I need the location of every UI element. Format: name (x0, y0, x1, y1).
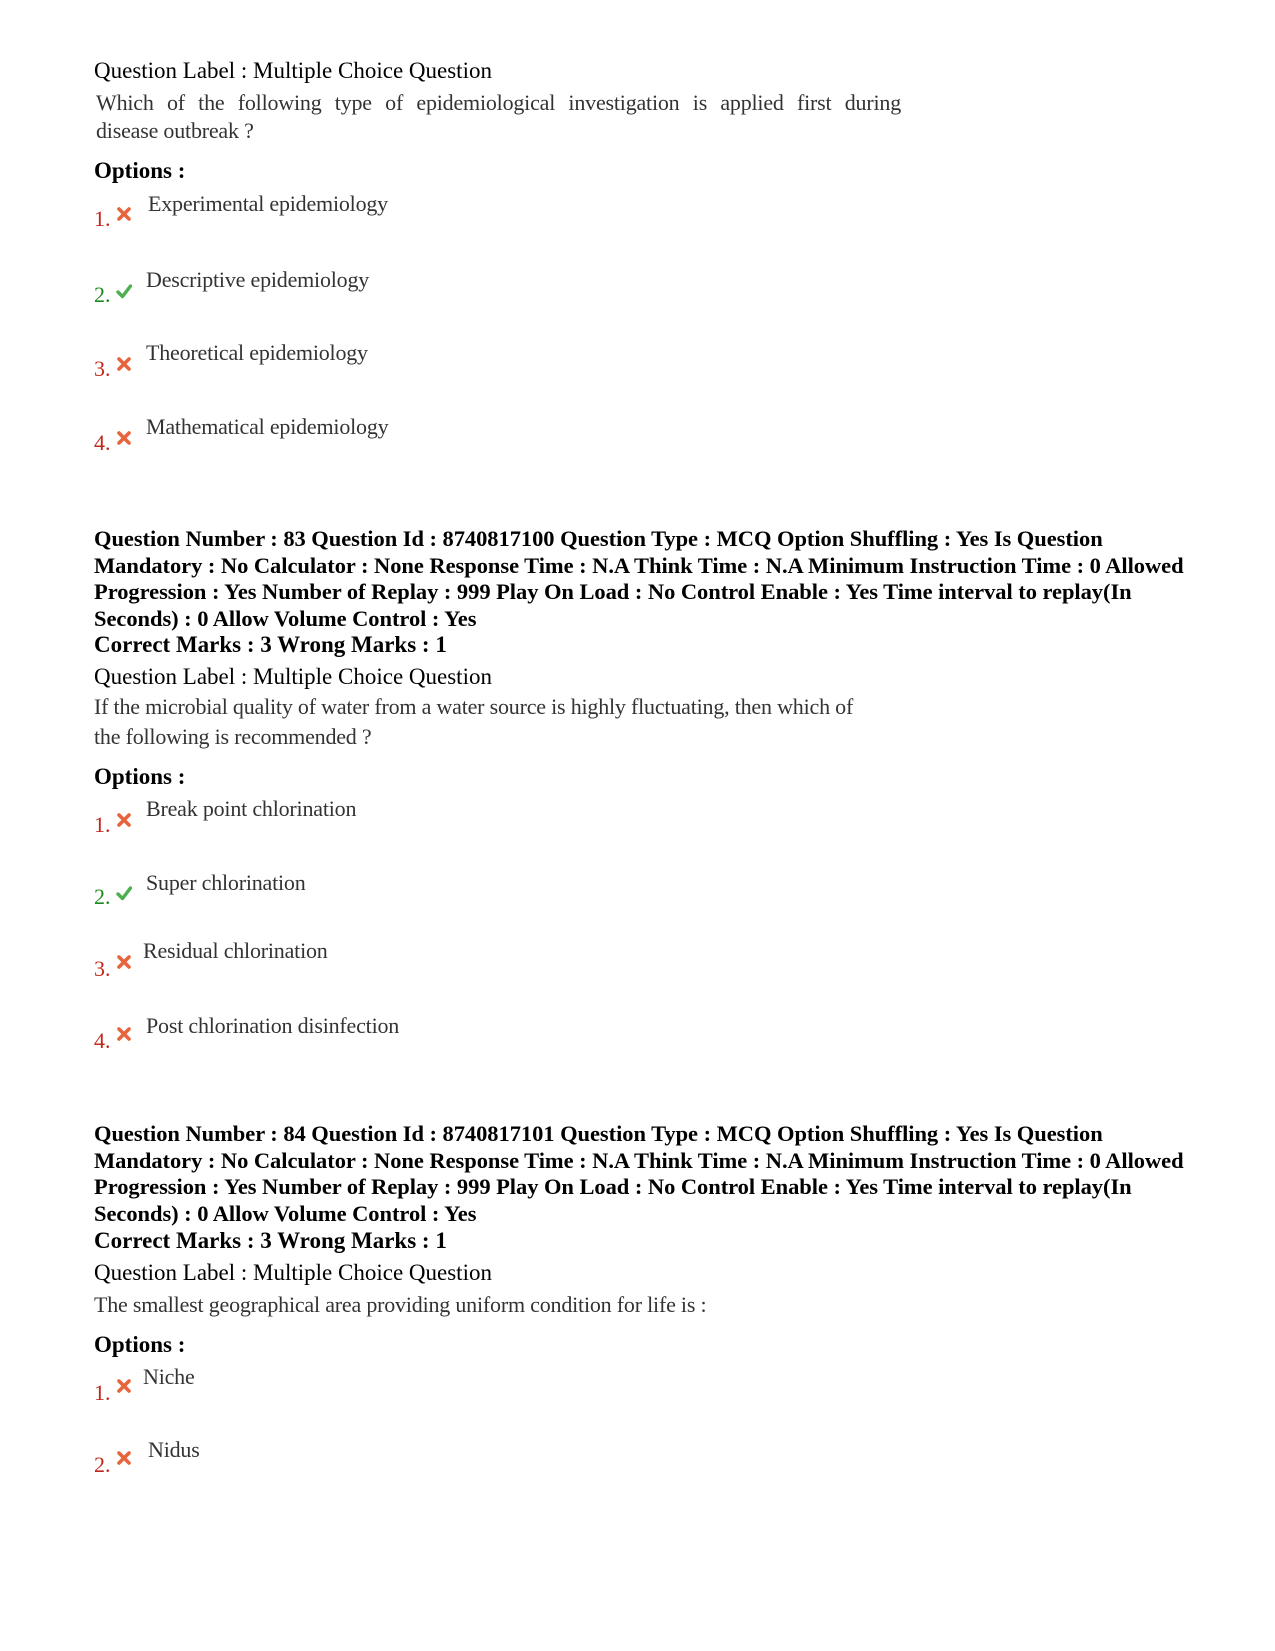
question-marks: Correct Marks : 3 Wrong Marks : 1 (94, 1228, 447, 1253)
option-number: 2. (94, 282, 111, 307)
question-text-line: The smallest geographical area providing uniform condition for life is : (94, 1292, 707, 1317)
option-text: Theoretical epidemiology (146, 340, 368, 365)
option-text: Mathematical epidemiology (146, 414, 389, 439)
option-text: Niche (143, 1364, 195, 1389)
options-title: Options : (94, 158, 186, 183)
cross-icon (116, 356, 132, 372)
option-number: 2. (94, 884, 111, 909)
cross-icon (116, 430, 132, 446)
question-marks: Correct Marks : 3 Wrong Marks : 1 (94, 632, 447, 657)
options-title: Options : (94, 1332, 186, 1357)
cross-icon (116, 812, 132, 828)
option-number: 4. (94, 1028, 111, 1053)
option-text: Residual chlorination (143, 938, 328, 963)
question-text-line: If the microbial quality of water from a water source is highly fluctuating, then which of (94, 694, 854, 719)
option-text: Super chlorination (146, 870, 306, 895)
question-meta: Question Number : 84 Question Id : 8740817101 Question Type : MCQ Option Shuffling : Yes Is Question Mandatory : No Calculator : None Response Time : N.A Think Time : N.A Minimum Instruction Time : 0 Allowed Progression : Yes Number of Replay : 999 Play On Load : No Control Enable : Yes Time interval to replay(In Seconds) : 0 Allow Volume Control : Yes (94, 1121, 1184, 1226)
check-icon (116, 885, 132, 901)
cross-icon (116, 206, 132, 222)
option-number: 1. (94, 1380, 111, 1405)
question-label: Question Label : Multiple Choice Question (94, 1260, 492, 1285)
option-number: 1. (94, 206, 111, 231)
cross-icon (116, 1026, 132, 1042)
option-text: Post chlorination disinfection (146, 1013, 400, 1038)
option-text: Experimental epidemiology (148, 191, 388, 216)
question-label: Question Label : Multiple Choice Question (94, 664, 492, 689)
question-text-line: disease outbreak ? (96, 118, 254, 143)
cross-icon (116, 954, 132, 970)
option-text: Nidus (148, 1437, 200, 1462)
question-meta: Question Number : 83 Question Id : 8740817100 Question Type : MCQ Option Shuffling : Yes Is Question Mandatory : No Calculator : None Response Time : N.A Think Time : N.A Minimum Instruction Time : 0 Allowed Progression : Yes Number of Replay : 999 Play On Load : No Control Enable : Yes Time interval to replay(In Seconds) : 0 Allow Volume Control : Yes (94, 526, 1184, 631)
option-text: Descriptive epidemiology (146, 267, 370, 292)
question-text-line: Which of the following type of epidemiological investigation is applied first during (96, 90, 901, 115)
options-title: Options : (94, 764, 186, 789)
cross-icon (116, 1378, 132, 1394)
option-number: 1. (94, 812, 111, 837)
option-number: 4. (94, 430, 111, 455)
option-number: 3. (94, 356, 111, 381)
cross-icon (116, 1450, 132, 1466)
option-text: Break point chlorination (146, 796, 357, 821)
question-text-line: the following is recommended ? (94, 724, 372, 749)
option-number: 2. (94, 1452, 111, 1477)
option-number: 3. (94, 956, 111, 981)
question-label: Question Label : Multiple Choice Question (94, 58, 492, 83)
check-icon (116, 283, 132, 299)
